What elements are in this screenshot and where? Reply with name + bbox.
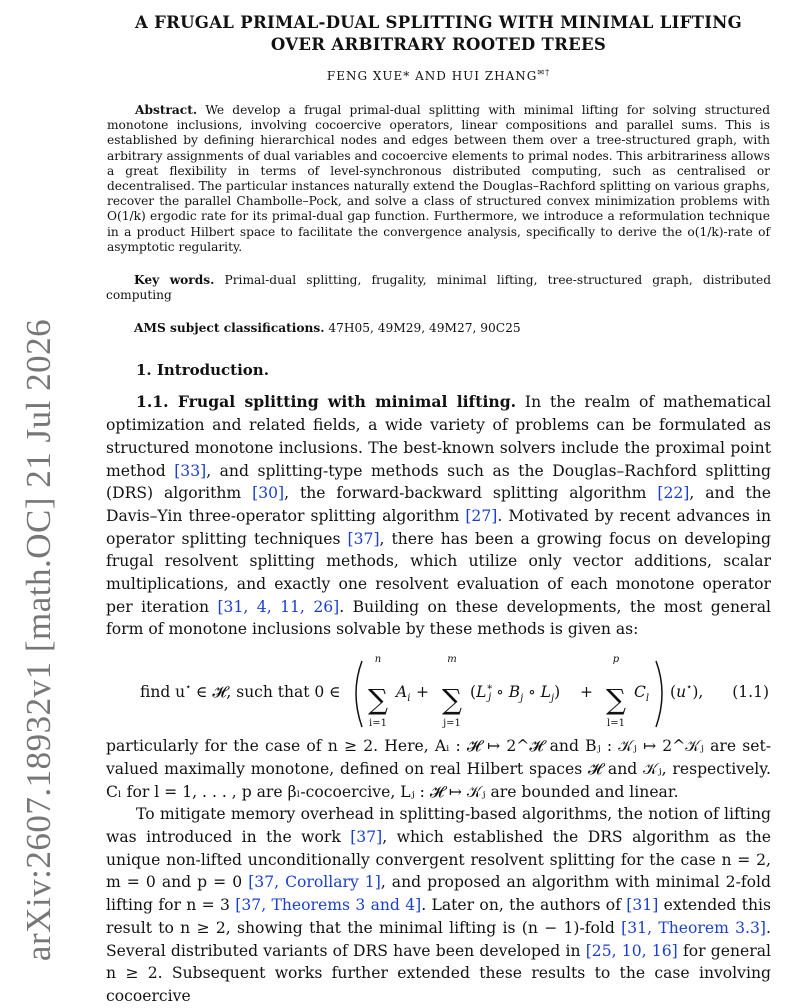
paragraph-lifting: To mitigate memory overhead in splitting-based algorithms, the notion of lifting was introduced in the work [37], which established the DRS algorithm as the unique non-lifted unconditionally convergent resolvent splitting for the case n = 2, m = 0 and p = 0 [37, Corollary 1], and proposed an algorithm with minimal 2-fold lifting for n = 3 [37, Theorems 3 and 4]. Later on, the authors of [31] extended this result to n ≥ 2, showing that the minimal lifting is (n − 1)-fold [31, Theorem 3.3]. Several distributed variants of DRS have been developed in [25, 10, 16] for general n ≥ 2. Subsequent works further extended these results to the case involving cocoercive bbox=[106, 805, 772, 1005]
plus-2: + bbox=[580, 683, 593, 702]
term-a: $A_i$ bbox=[396, 683, 411, 705]
section-heading-introduction: 1. Introduction. bbox=[136, 361, 269, 380]
sum2-upper: m bbox=[447, 654, 457, 666]
title-line-1: A FRUGAL PRIMAL-DUAL SPLITTING WITH MINIMAL LIFTING bbox=[134, 13, 743, 32]
keywords-label: Key words. bbox=[134, 273, 215, 288]
term-c: $C_l$ bbox=[634, 683, 650, 705]
citation-link[interactable]: [37, Theorems 3 and 4] bbox=[235, 896, 422, 915]
keywords-text: Primal-dual splitting, frugality, minimal lifting, tree-structured graph, distributed computing bbox=[106, 273, 772, 303]
authors: FENG XUE* AND HUI ZHANG bbox=[326, 69, 538, 83]
author-line bbox=[106, 68, 771, 83]
paper-title bbox=[106, 12, 771, 56]
sum3-upper: p bbox=[612, 654, 620, 666]
abstract-label: Abstract. bbox=[135, 103, 198, 117]
sum1-lower: i=1 bbox=[369, 718, 387, 730]
sum3-lower: l=1 bbox=[607, 718, 625, 730]
sum1-upper: n bbox=[374, 654, 382, 666]
paragraph-intro: 1.1. Frugal splitting with minimal lifting. In the realm of mathematical optimization and related fields, a wide variety of problems can be formulated as structured monotone inclusions. The best-known solvers include the proximal point method [33], and splitting-type methods such as the Douglas–Rachford splitting (DRS) algorithm [30], the forward-backward splitting algorithm [22], and the Davis–Yin three-operator splitting algorithm [27]. Motivated by recent advances in operator splitting techniques [37], there has been a growing focus on developing frugal resolvent splitting methods, which utilize only vector additions, scalar multiplications, and exactly one resolvent evaluation of each monotone operator per iteration [31, 4, 11, 26]. Building on these developments, the most general form of monotone inclusions solvable by these methods is given as: bbox=[106, 392, 772, 639]
ams-label: AMS subject classifications. bbox=[134, 321, 325, 336]
eq-argument: (u⋆), bbox=[670, 682, 704, 702]
subsection-heading: 1.1. Frugal splitting with minimal lifting. bbox=[136, 392, 517, 412]
sum2-lower: j=1 bbox=[443, 718, 461, 730]
citation-link[interactable]: [37, Corollary 1] bbox=[248, 873, 381, 892]
citation-link[interactable]: [33] bbox=[174, 461, 207, 480]
paragraph-definitions: particularly for the case of n ≥ 2. Here, Aᵢ : 𝓗 ↦ 2^𝓗 and Bⱼ : 𝒦ⱼ ↦ 2^𝒦ⱼ are set-valued maximally monotone, defined on real Hilbert spaces 𝓗 and 𝒦ⱼ, respectively. Cₗ for l = 1, . . . , p are βₗ-cocoercive, Lⱼ : 𝓗 ↦ 𝒦ⱼ are bounded and linear. bbox=[106, 737, 771, 801]
arxiv-identifier: arXiv:2607.18932v1 [math.OC] 21 Jul 2026 bbox=[19, 318, 58, 962]
citation-link[interactable]: [31, 4, 11, 26] bbox=[217, 597, 340, 616]
citation-link[interactable]: [25, 10, 16] bbox=[585, 941, 678, 960]
citation-link[interactable]: [30] bbox=[252, 484, 285, 503]
eq-find: find u⋆ bbox=[140, 682, 192, 702]
sum3-symbol: ∑ bbox=[606, 683, 626, 717]
citation-link[interactable]: [27] bbox=[465, 506, 498, 525]
eq-in-h: ∈ 𝓗, such that 0 ∈ bbox=[196, 683, 341, 702]
plus-1: + bbox=[416, 683, 429, 702]
paper-page bbox=[106, 12, 771, 1008]
sum2-symbol: ∑ bbox=[442, 683, 462, 717]
citation-link[interactable]: [37] bbox=[350, 827, 383, 846]
ams-text: 47H05, 49M29, 49M27, 90C25 bbox=[328, 321, 521, 336]
left-paren bbox=[356, 661, 362, 727]
abstract-text: We develop a frugal primal-dual splitting with minimal lifting for solving structured monotone inclusions, involving cocoercive operators, linear compositions and parallel sums. This is established by defining hierarchical nodes and edges between them over a tree-structured graph, with arbitrary assignments of dual variables and cocoercive elements to primal nodes. This arbitrariness allows a great flexibility in terms of level-synchronous distributed computing, such as centralised or decentralised. The particular instances naturally extend the Douglas–Rachford splitting on various graphs, recover the parallel Chambolle–Pock, and solve a class of structured convex minimization problems with O(1/k) ergodic rate for its primal-dual gap function. Furthermore, we introduce a reformulation technique in a product Hilbert space to facilitate the convergence analysis, specifically to derive the o(1/k)-rate of asymptotic regularity. bbox=[107, 103, 771, 254]
citation-link[interactable]: [37] bbox=[347, 529, 380, 548]
arxiv-sidebar bbox=[0, 0, 70, 1000]
citation-link[interactable]: [22] bbox=[657, 484, 690, 503]
citation-link[interactable]: [31, Theorem 3.3] bbox=[621, 918, 767, 937]
equation-1-1 bbox=[106, 647, 771, 733]
term-lbl: (L∗ j ∘ $B_j$ ∘ $L_j$) bbox=[470, 682, 561, 705]
ams-classifications bbox=[106, 321, 771, 335]
sum1-symbol: ∑ bbox=[368, 683, 388, 717]
keywords bbox=[106, 273, 771, 303]
equation-number: (1.1) bbox=[732, 683, 769, 702]
title-line-2: OVER ARBITRARY ROOTED TREES bbox=[270, 35, 607, 54]
citation-link[interactable]: [31] bbox=[626, 896, 659, 915]
abstract bbox=[106, 103, 771, 255]
right-paren bbox=[656, 661, 662, 727]
author-marks: ✉† bbox=[537, 68, 551, 77]
